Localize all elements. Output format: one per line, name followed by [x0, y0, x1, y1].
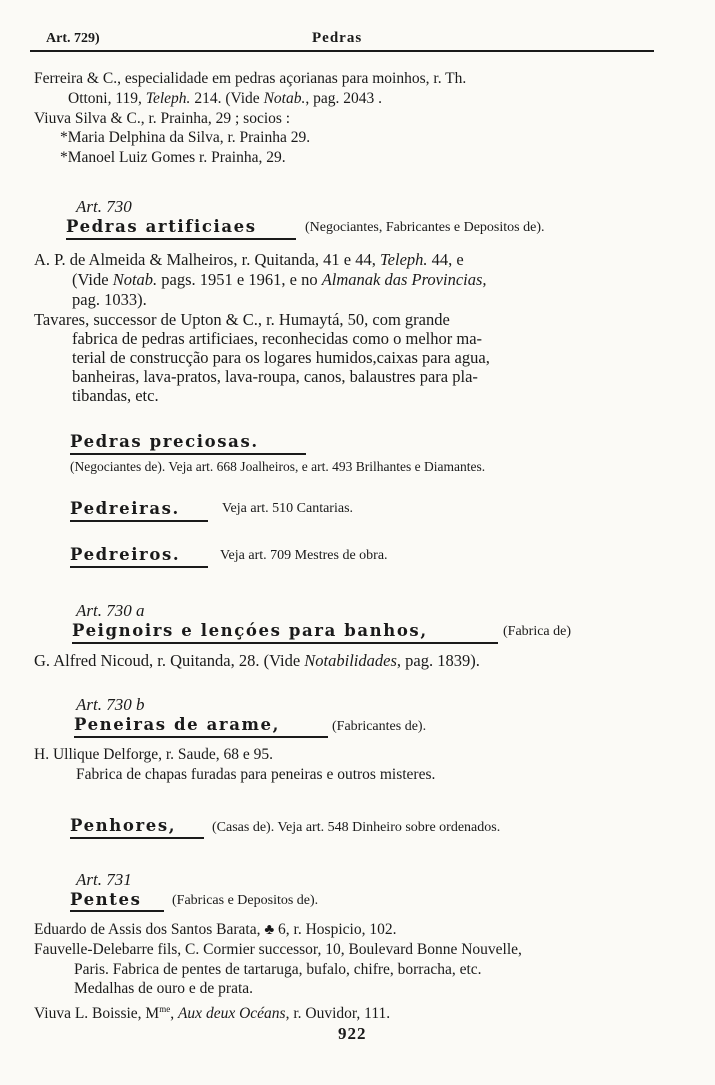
heading-underline	[66, 238, 296, 240]
entry-viuva-silva: Viuva Silva & C., r. Prainha, 29 ; socios :	[34, 110, 291, 127]
cross-reference: Veja art. 510 Cantarias.	[222, 501, 354, 516]
entry-tavares-line2: fabrica de pedras artificiaes, reconhecidas como o melhor ma-	[72, 329, 483, 348]
heading-underline	[70, 520, 208, 522]
header-rule	[30, 50, 654, 52]
entry-tavares-line3: terial de construcção para os logares humidos,caixas para agua,	[72, 348, 490, 367]
entry-barata: Eduardo de Assis dos Santos Barata, ♣ 6, r. Hospicio, 102.	[34, 921, 397, 938]
section-heading: Penhores,	[70, 816, 177, 835]
entry-delforge-line2: Fabrica de chapas furadas para peneiras e outros misteres.	[76, 766, 436, 783]
section-heading: Pedras artificiaes	[66, 217, 257, 236]
heading-underline	[74, 736, 328, 738]
section-subtitle: (Fabricantes de).	[332, 719, 427, 734]
heading-underline	[70, 453, 306, 455]
section-heading: Pedras preciosas.	[70, 432, 259, 451]
entry-ferreira-line1: Ferreira & C., especialidade em pedras açorianas para moinhos, r. Th.	[34, 70, 467, 87]
page-number: 922	[338, 1024, 367, 1043]
entry-boissie: Viuva L. Boissie, $M^{me}$, Aux deux Océans, r. Ouvidor, 111.	[34, 1004, 391, 1023]
article-label: Art. 730 b	[76, 695, 145, 714]
section-subtitle: (Fabrica de)	[503, 624, 572, 639]
page-title: Pedras	[312, 30, 363, 46]
entry-tavares-line5: tibandas, etc.	[72, 386, 159, 405]
article-label: Art. 730 a	[76, 601, 145, 620]
cross-reference: (Casas de). Veja art. 548 Dinheiro sobre ordenados.	[212, 820, 501, 835]
cross-reference: Veja art. 709 Mestres de obra.	[220, 548, 388, 563]
heading-underline	[70, 837, 204, 839]
entry-fauvelle-line3: Medalhas de ouro e de prata.	[74, 980, 254, 997]
entry-nicoud: G. Alfred Nicoud, r. Quitanda, 28. (Vide Notabilidades, pag. 1839).	[34, 651, 480, 670]
heading-underline	[70, 566, 208, 568]
article-label: Art. 731	[76, 870, 132, 889]
entry-almeida-line2: (Vide Notab. pags. 1951 e 1961, e no Almanak das Provincias,	[72, 270, 487, 289]
entry-tavares-line4: banheiras, lava-pratos, lava-roupa, canos, balaustres para pla-	[72, 367, 478, 386]
entry-fauvelle-line2: Paris. Fabrica de pentes de tartaruga, bufalo, chifre, borracha, etc.	[74, 961, 482, 978]
section-subtitle: (Negociantes, Fabricantes e Depositos de).	[305, 220, 545, 235]
heading-underline	[70, 910, 164, 912]
heading-underline	[72, 642, 498, 644]
article-label: Art. 730	[76, 197, 132, 216]
entry-tavares-line1: Tavares, successor de Upton & C., r. Humaytá, 50, com grande	[34, 310, 450, 329]
cross-reference: (Negociantes de). Veja art. 668 Joalheiros, e art. 493 Brilhantes e Diamantes.	[70, 459, 486, 474]
section-heading: Pedreiras.	[70, 499, 180, 518]
entry-almeida-line1: A. P. de Almeida & Malheiros, r. Quitanda, 41 e 44, Teleph. 44, e	[34, 250, 464, 269]
entry-fauvelle-line1: Fauvelle-Delebarre fils, C. Cormier successor, 10, Boulevard Bonne Nouvelle,	[34, 941, 522, 958]
section-subtitle: (Fabricas e Depositos de).	[172, 893, 319, 908]
section-heading: Pedreiros.	[70, 545, 181, 564]
section-heading: Peneiras de arame,	[74, 715, 280, 734]
club-icon: ♣	[264, 922, 275, 938]
partner-maria: *Maria Delphina da Silva, r. Prainha 29.	[60, 129, 311, 146]
partner-manoel: *Manoel Luiz Gomes r. Prainha, 29.	[60, 149, 286, 166]
entry-almeida-line3: pag. 1033).	[72, 290, 147, 309]
header-article-ref: Art. 729)	[46, 31, 100, 46]
section-heading: Pentes	[70, 890, 142, 909]
entry-ferreira-line2: Ottoni, 119, Teleph. 214. (Vide Notab., pag. 2043 .	[68, 90, 382, 107]
section-heading: Peignoirs e lençóes para banhos,	[72, 621, 428, 640]
entry-delforge-line1: H. Ullique Delforge, r. Saude, 68 e 95.	[34, 746, 274, 763]
